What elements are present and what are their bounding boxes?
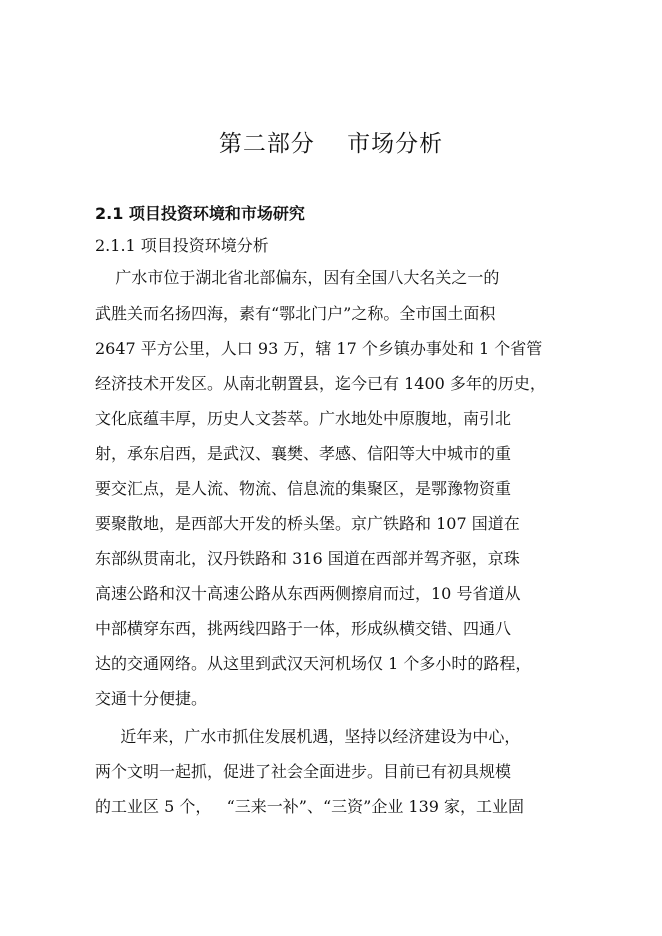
- paragraph-line: 要聚散地，是西部大开发的桥头堡。京广铁路和 107 国道在: [95, 514, 520, 533]
- paragraph-line: 的工业区 5 个， “三来一补”、“三资”企业 139 家，工业固: [95, 797, 525, 816]
- page-title: 第二部分 市场分析: [218, 131, 444, 157]
- paragraph-line: 近年来，广水市抓住发展机遇，坚持以经济建设为中心，: [95, 727, 521, 746]
- paragraph-line: 射，承东启西，是武汉、襄樊、孝感、信阳等大中城市的重: [95, 444, 512, 463]
- paragraph-line: 两个文明一起抓，促进了社会全面进步。目前已有初具规模: [95, 762, 512, 781]
- paragraph-line: 广水市位于湖北省北部偏东，因有全国八大名关之一的: [95, 268, 500, 287]
- paragraph-line: 武胜关而名扬四海，素有“鄂北门户”之称。全市国土面积: [95, 304, 496, 323]
- paragraph-line: 中部横穿东西，挑两线四路于一体，形成纵横交错、四通八: [95, 619, 512, 638]
- paragraph-line: 要交汇点，是人流、物流、信息流的集聚区，是鄂豫物资重: [95, 479, 512, 498]
- paragraph-line: 高速公路和汉十高速公路从东西两侧擦肩而过，10 号省道从: [95, 584, 521, 603]
- paragraph-line: 东部纵贯南北，汉丹铁路和 316 国道在西部并驾齐驱，京珠: [95, 549, 520, 568]
- paragraph-line: 2647 平方公里，人口 93 万，辖 17 个乡镇办事处和 1 个省管: [95, 339, 543, 358]
- section-heading: 2.1 项目投资环境和市场研究: [95, 204, 305, 223]
- paragraph-line: 交通十分便捷。: [95, 689, 208, 708]
- subsection-heading: 2.1.1 项目投资环境分析: [95, 236, 269, 255]
- paragraph-line: 达的交通网络。从这里到武汉天河机场仅 1 个多小时的路程，: [95, 654, 532, 673]
- paragraph-line: 文化底蕴丰厚，历史人文荟萃。广水地处中原腹地，南引北: [95, 409, 512, 428]
- paragraph-line: 经济技术开发区。从南北朝置县，迄今已有 1400 多年的历史，: [95, 374, 546, 393]
